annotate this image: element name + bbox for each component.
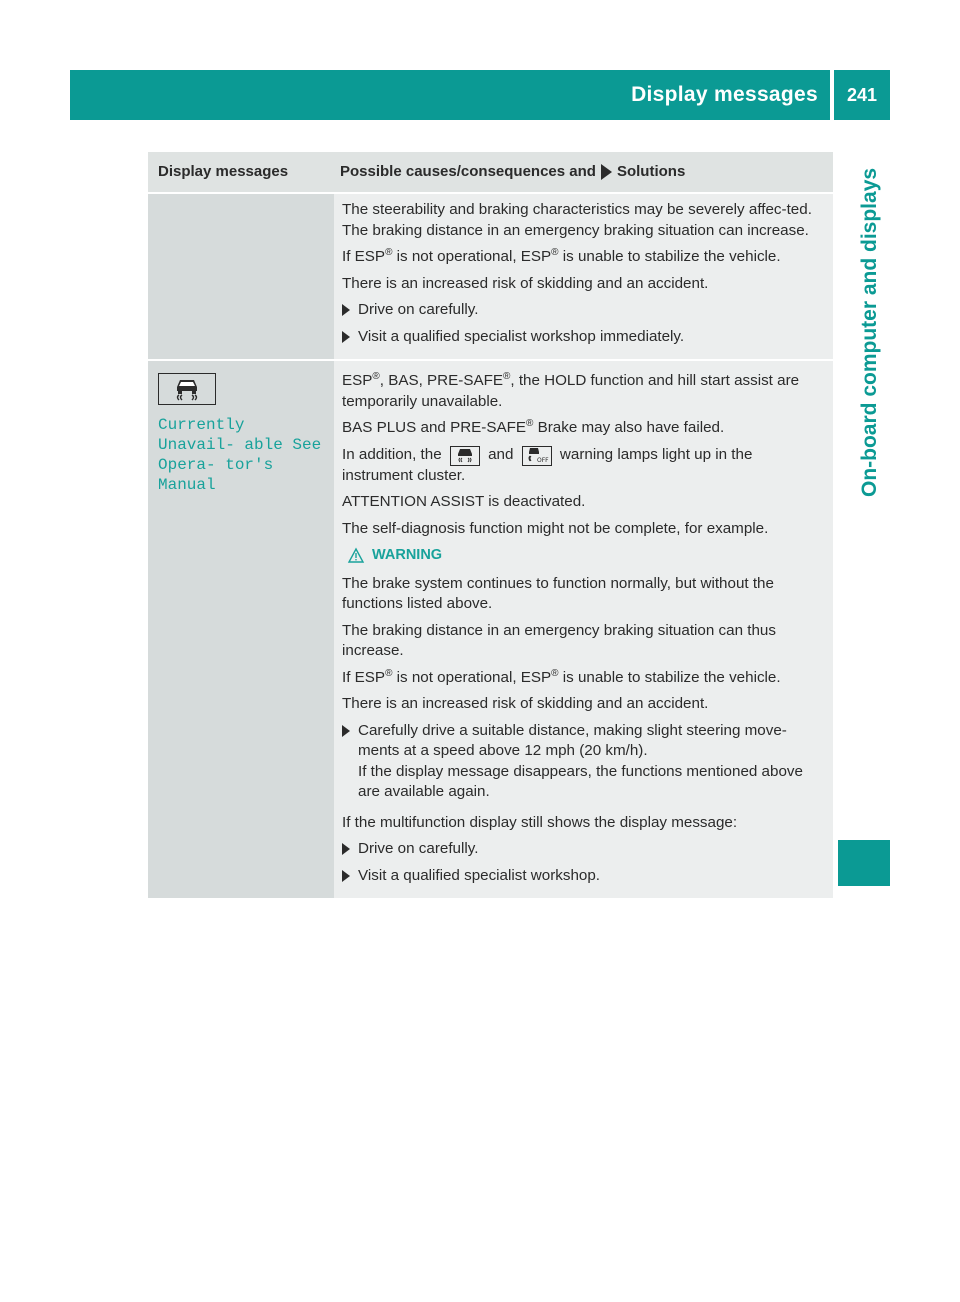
action-arrow-icon	[342, 304, 350, 316]
text: BAS PLUS and PRE-SAFE	[342, 419, 527, 436]
registered-mark: ®	[526, 417, 534, 429]
paragraph: If the multifunction display still shows the display message:	[342, 813, 738, 831]
table-row	[148, 192, 833, 359]
warning-triangle-icon	[348, 548, 364, 563]
registered-mark: ®	[551, 667, 559, 679]
warning-heading	[342, 545, 827, 566]
text: is unable to stabilize the vehicle.	[558, 668, 781, 686]
side-tab-marker	[838, 840, 890, 886]
paragraph: ATTENTION ASSIST is deactivated.	[342, 493, 586, 510]
action-text: Visit a qualified specialist workshop immediately.	[358, 327, 685, 345]
registered-mark: ®	[551, 246, 559, 258]
action-step	[342, 300, 827, 321]
text: is not operational, ESP	[392, 248, 552, 265]
paragraph	[342, 418, 827, 439]
row-message-cell	[148, 194, 334, 359]
registered-mark: ®	[385, 246, 393, 258]
text: , BAS, PRE-SAFE	[379, 372, 503, 389]
page-number: 241	[846, 85, 878, 105]
row-message-cell	[148, 361, 334, 898]
page-header-bar	[70, 70, 830, 120]
paragraph: There is an increased risk of skidding and an accident.	[342, 274, 709, 292]
text: and	[488, 445, 514, 463]
col-header-causes	[334, 152, 829, 192]
text: If ESP	[342, 248, 386, 265]
paragraph	[342, 247, 827, 268]
registered-mark: ®	[385, 667, 393, 679]
side-tab-label: On-board computer and displays	[858, 168, 881, 498]
table-header	[148, 152, 833, 192]
table-row	[148, 359, 833, 898]
registered-mark: ®	[372, 370, 380, 382]
paragraph: The steerability and braking characteristics may be severely affec-ted. The braking distance in an emergency braking situation can increase.	[342, 201, 812, 239]
svg-text:OFF: OFF	[536, 456, 549, 464]
side-tab	[858, 168, 882, 521]
action-step	[342, 721, 827, 803]
action-arrow-icon	[342, 725, 350, 737]
action-text: Drive on carefully.	[358, 840, 479, 857]
paragraph: The brake system continues to function normally, but without the functions listed above.	[342, 574, 774, 612]
row-causes-cell	[334, 194, 833, 359]
esp-off-warning-lamp-icon	[522, 446, 552, 466]
col-header-solutions-text: Solutions	[616, 163, 686, 180]
warning-label: WARNING	[372, 547, 443, 563]
col-header-messages: Display messages	[158, 163, 289, 180]
text: Carefully drive a suitable distance, making slight steering move-ments at a speed above 12 mph (20 km/h).	[358, 721, 787, 759]
text: is unable to stabilize the vehicle.	[558, 248, 781, 265]
col-header-causes-text: Possible causes/consequences and	[340, 163, 596, 180]
action-arrow-icon	[342, 331, 350, 343]
row-causes-cell	[334, 361, 833, 898]
text: warning lamps light up in the instrument cluster.	[342, 445, 753, 484]
registered-mark: ®	[503, 370, 511, 382]
paragraph: The self-diagnosis function might not be complete, for example.	[342, 519, 769, 537]
display-messages-table	[148, 152, 833, 898]
display-message-text: Currently Unavail‐ able See Opera‐ tor's Manual	[158, 416, 322, 494]
paragraph	[342, 668, 827, 689]
action-text: Drive on carefully.	[358, 301, 479, 318]
esp-warning-lamp-icon	[450, 446, 480, 466]
page-number-box	[834, 70, 890, 120]
action-text: Visit a qualified specialist workshop.	[358, 866, 600, 884]
paragraph	[342, 371, 827, 412]
paragraph	[342, 445, 827, 487]
action-step	[342, 327, 827, 348]
text: Brake may also have failed.	[533, 419, 725, 436]
text: If ESP	[342, 668, 386, 686]
action-step	[342, 839, 827, 860]
text: ESP	[342, 372, 373, 389]
paragraph: There is an increased risk of skidding and an accident.	[342, 695, 709, 712]
play-arrow-icon	[601, 164, 612, 180]
text: , the HOLD function and hill start assist are temporarily unavailable.	[342, 372, 800, 410]
paragraph: The braking distance in an emergency braking situation can thus increase.	[342, 621, 776, 659]
page-header-title: Display messages	[631, 83, 818, 106]
text: In addition, the	[342, 445, 442, 463]
text: is not operational, ESP	[392, 668, 552, 686]
text: If the display message disappears, the functions mentioned above are available again.	[358, 762, 803, 800]
esp-warning-icon	[158, 373, 216, 405]
action-arrow-icon	[342, 870, 350, 882]
action-arrow-icon	[342, 843, 350, 855]
action-text	[358, 721, 827, 803]
action-step	[342, 866, 827, 887]
